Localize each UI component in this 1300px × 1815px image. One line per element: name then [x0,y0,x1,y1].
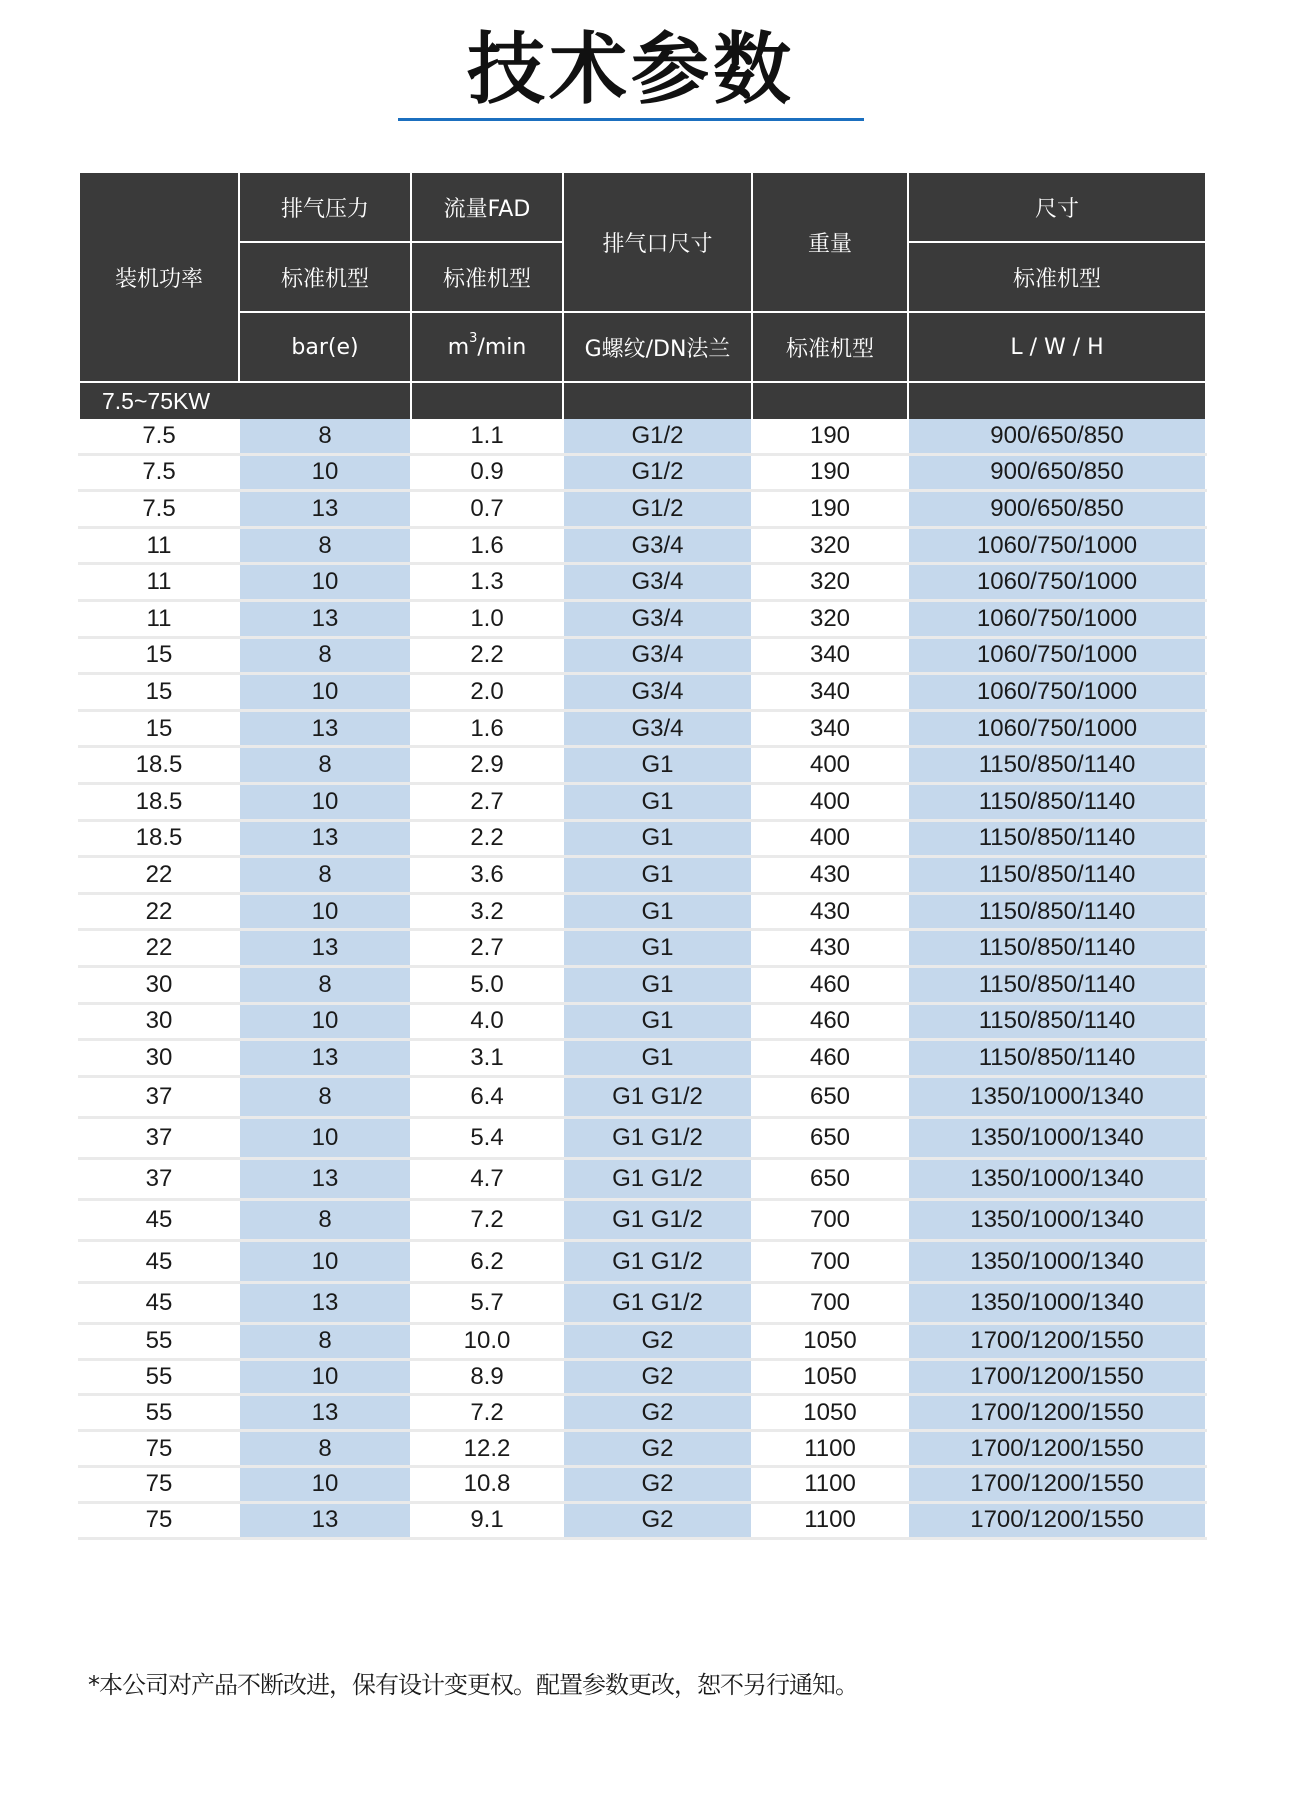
table-row [79,1076,1206,1117]
cell-flow: 1.1 [411,419,563,454]
cell-dimension: 1150/850/1140 [908,820,1206,857]
cell-weight: 1050 [752,1323,908,1359]
cell-pressure: 8 [239,1431,411,1467]
table-row [79,674,1206,711]
header-dimension-standard: 标准机型 [908,242,1206,312]
cell-weight: 460 [752,1040,908,1077]
header-outlet: 排气口尺寸 [563,172,752,312]
cell-weight: 320 [752,564,908,601]
cell-power: 22 [79,857,239,894]
group-cell [411,382,563,419]
cell-pressure: 10 [239,674,411,711]
cell-power: 37 [79,1076,239,1117]
cell-dimension: 1700/1200/1550 [908,1359,1206,1395]
table-row [79,1323,1206,1359]
cell-dimension: 1700/1200/1550 [908,1395,1206,1431]
table-row [79,1200,1206,1241]
flow-unit-base: m [447,334,470,360]
cell-weight: 1100 [752,1502,908,1538]
cell-power: 37 [79,1159,239,1200]
cell-weight: 1050 [752,1359,908,1395]
table-row [79,1241,1206,1282]
cell-power: 15 [79,674,239,711]
cell-flow: 6.2 [411,1241,563,1282]
group-cell [563,382,752,419]
cell-flow: 8.9 [411,1359,563,1395]
cell-flow: 1.3 [411,564,563,601]
cell-pressure: 10 [239,1117,411,1158]
cell-flow: 9.1 [411,1502,563,1538]
cell-pressure: 13 [239,710,411,747]
cell-power: 11 [79,564,239,601]
table-row [79,1502,1206,1538]
table-row [79,454,1206,491]
cell-outlet: G3/4 [563,527,752,564]
table-row [79,783,1206,820]
cell-dimension: 1350/1000/1340 [908,1076,1206,1117]
flow-unit-superscript: 3 [469,331,478,347]
header-flow-standard: 标准机型 [411,242,563,312]
cell-pressure: 10 [239,454,411,491]
cell-outlet: G3/4 [563,600,752,637]
cell-weight: 430 [752,893,908,930]
table-row [79,820,1206,857]
cell-outlet: G1/2 [563,419,752,454]
cell-power: 22 [79,893,239,930]
cell-pressure: 13 [239,1282,411,1323]
cell-dimension: 1700/1200/1550 [908,1431,1206,1467]
cell-flow: 10.0 [411,1323,563,1359]
cell-flow: 2.2 [411,637,563,674]
cell-pressure: 8 [239,1076,411,1117]
cell-flow: 1.6 [411,710,563,747]
group-cell [752,382,908,419]
cell-power: 7.5 [79,454,239,491]
cell-pressure: 10 [239,893,411,930]
cell-power: 45 [79,1282,239,1323]
cell-flow: 7.2 [411,1200,563,1241]
header-power: 装机功率 [79,172,239,382]
table-row [79,893,1206,930]
table-row [79,564,1206,601]
cell-pressure: 8 [239,1323,411,1359]
cell-pressure: 13 [239,600,411,637]
cell-flow: 2.9 [411,747,563,784]
cell-power: 45 [79,1241,239,1282]
cell-weight: 1100 [752,1467,908,1503]
spec-table [78,171,1207,1540]
cell-outlet: G2 [563,1502,752,1538]
cell-pressure: 8 [239,1200,411,1241]
cell-flow: 2.0 [411,674,563,711]
header-weight-unit: 标准机型 [752,312,908,382]
table-row [79,1282,1206,1323]
header-pressure-unit: bar(e) [239,312,411,382]
cell-dimension: 1350/1000/1340 [908,1200,1206,1241]
cell-outlet: G2 [563,1359,752,1395]
cell-pressure: 13 [239,1159,411,1200]
cell-outlet: G1 G1/2 [563,1200,752,1241]
cell-flow: 2.7 [411,783,563,820]
cell-weight: 700 [752,1241,908,1282]
cell-power: 18.5 [79,783,239,820]
cell-dimension: 900/650/850 [908,491,1206,528]
header-flow: 流量FAD [411,172,563,242]
cell-flow: 3.1 [411,1040,563,1077]
cell-dimension: 1350/1000/1340 [908,1117,1206,1158]
cell-weight: 190 [752,419,908,454]
table-row [79,1117,1206,1158]
table-row [79,1395,1206,1431]
table-row [79,491,1206,528]
cell-power: 30 [79,1040,239,1077]
cell-flow: 10.8 [411,1467,563,1503]
title-underline [398,118,864,121]
cell-outlet: G2 [563,1323,752,1359]
cell-pressure: 13 [239,491,411,528]
cell-dimension: 1150/850/1140 [908,747,1206,784]
cell-weight: 430 [752,857,908,894]
cell-outlet: G3/4 [563,674,752,711]
cell-weight: 700 [752,1282,908,1323]
cell-power: 18.5 [79,820,239,857]
cell-power: 55 [79,1323,239,1359]
cell-outlet: G1 [563,966,752,1003]
cell-pressure: 13 [239,930,411,967]
cell-weight: 320 [752,527,908,564]
cell-flow: 5.4 [411,1117,563,1158]
cell-power: 37 [79,1117,239,1158]
cell-outlet: G1 [563,930,752,967]
cell-pressure: 10 [239,783,411,820]
table-row [79,527,1206,564]
cell-weight: 320 [752,600,908,637]
cell-outlet: G1 G1/2 [563,1241,752,1282]
cell-flow: 5.0 [411,966,563,1003]
cell-power: 15 [79,710,239,747]
cell-power: 18.5 [79,747,239,784]
cell-outlet: G3/4 [563,710,752,747]
cell-pressure: 13 [239,1502,411,1538]
cell-outlet: G1/2 [563,491,752,528]
cell-flow: 2.2 [411,820,563,857]
cell-pressure: 8 [239,527,411,564]
table-row [79,747,1206,784]
table-body [79,419,1206,1538]
header-dimension-unit: L / W / H [908,312,1206,382]
table-row [79,1359,1206,1395]
cell-outlet: G1 G1/2 [563,1159,752,1200]
cell-flow: 1.6 [411,527,563,564]
table-row [79,1159,1206,1200]
table-row [79,930,1206,967]
cell-weight: 460 [752,966,908,1003]
cell-flow: 6.4 [411,1076,563,1117]
cell-dimension: 1150/850/1140 [908,857,1206,894]
cell-flow: 0.7 [411,491,563,528]
cell-outlet: G1 G1/2 [563,1076,752,1117]
table-row [79,1003,1206,1040]
header-flow-unit [411,312,563,382]
cell-power: 55 [79,1359,239,1395]
cell-weight: 700 [752,1200,908,1241]
table-row [79,857,1206,894]
cell-flow: 7.2 [411,1395,563,1431]
cell-outlet: G2 [563,1467,752,1503]
cell-pressure: 13 [239,1040,411,1077]
cell-weight: 1100 [752,1431,908,1467]
flow-unit-tail: /min [477,334,527,360]
header-outlet-unit: G螺纹/DN法兰 [563,312,752,382]
cell-outlet: G3/4 [563,637,752,674]
cell-weight: 650 [752,1076,908,1117]
cell-outlet: G1/2 [563,454,752,491]
group-row [79,382,1206,419]
cell-power: 55 [79,1395,239,1431]
cell-dimension: 1150/850/1140 [908,930,1206,967]
cell-outlet: G1 [563,857,752,894]
cell-power: 75 [79,1502,239,1538]
cell-dimension: 1700/1200/1550 [908,1467,1206,1503]
cell-flow: 2.7 [411,930,563,967]
cell-pressure: 8 [239,857,411,894]
cell-weight: 400 [752,747,908,784]
cell-pressure: 8 [239,419,411,454]
cell-dimension: 1150/850/1140 [908,783,1206,820]
table-row [79,637,1206,674]
cell-pressure: 8 [239,637,411,674]
cell-dimension: 1060/750/1000 [908,600,1206,637]
cell-power: 7.5 [79,491,239,528]
table-row [79,1467,1206,1503]
cell-outlet: G1 [563,893,752,930]
cell-flow: 0.9 [411,454,563,491]
cell-pressure: 10 [239,1241,411,1282]
header-weight: 重量 [752,172,908,312]
cell-outlet: G2 [563,1395,752,1431]
cell-weight: 1050 [752,1395,908,1431]
cell-outlet: G1 G1/2 [563,1117,752,1158]
cell-pressure: 10 [239,1003,411,1040]
cell-weight: 340 [752,637,908,674]
cell-dimension: 1350/1000/1340 [908,1282,1206,1323]
table-row [79,1040,1206,1077]
table-row [79,600,1206,637]
table-header [79,172,1206,382]
cell-power: 11 [79,600,239,637]
cell-outlet: G1 [563,783,752,820]
cell-weight: 460 [752,1003,908,1040]
cell-outlet: G3/4 [563,564,752,601]
cell-dimension: 1700/1200/1550 [908,1323,1206,1359]
header-dimension: 尺寸 [908,172,1206,242]
header-pressure-standard: 标准机型 [239,242,411,312]
cell-flow: 1.0 [411,600,563,637]
cell-dimension: 1350/1000/1340 [908,1159,1206,1200]
cell-weight: 190 [752,454,908,491]
cell-outlet: G2 [563,1431,752,1467]
cell-outlet: G1 [563,1040,752,1077]
cell-pressure: 8 [239,747,411,784]
cell-power: 30 [79,966,239,1003]
cell-dimension: 1150/850/1140 [908,893,1206,930]
table-row [79,1431,1206,1467]
page-title: 技术参数 [466,25,795,115]
cell-flow: 5.7 [411,1282,563,1323]
table-row [79,710,1206,747]
cell-weight: 190 [752,491,908,528]
cell-power: 22 [79,930,239,967]
cell-dimension: 900/650/850 [908,419,1206,454]
cell-flow: 12.2 [411,1431,563,1467]
group-cell [908,382,1206,419]
group-label: 7.5~75KW [79,382,411,419]
header-pressure: 排气压力 [239,172,411,242]
cell-outlet: G1 [563,1003,752,1040]
cell-flow: 3.6 [411,857,563,894]
cell-power: 15 [79,637,239,674]
table-row [79,966,1206,1003]
cell-dimension: 1700/1200/1550 [908,1502,1206,1538]
cell-dimension: 1150/850/1140 [908,966,1206,1003]
cell-pressure: 10 [239,1359,411,1395]
cell-flow: 3.2 [411,893,563,930]
table-row [79,419,1206,454]
cell-pressure: 13 [239,820,411,857]
cell-weight: 650 [752,1159,908,1200]
cell-dimension: 900/650/850 [908,454,1206,491]
disclaimer-note: *本公司对产品不断改进，保有设计变更权。配置参数更改，恕不另行通知。 [88,1671,858,1699]
cell-power: 75 [79,1467,239,1503]
cell-dimension: 1060/750/1000 [908,637,1206,674]
cell-flow: 4.0 [411,1003,563,1040]
cell-power: 11 [79,527,239,564]
cell-weight: 340 [752,674,908,711]
cell-dimension: 1060/750/1000 [908,527,1206,564]
cell-dimension: 1150/850/1140 [908,1040,1206,1077]
cell-weight: 400 [752,820,908,857]
cell-weight: 430 [752,930,908,967]
cell-dimension: 1060/750/1000 [908,564,1206,601]
cell-pressure: 13 [239,1395,411,1431]
cell-pressure: 10 [239,1467,411,1503]
cell-outlet: G1 [563,820,752,857]
cell-dimension: 1350/1000/1340 [908,1241,1206,1282]
cell-pressure: 10 [239,564,411,601]
cell-flow: 4.7 [411,1159,563,1200]
cell-outlet: G1 G1/2 [563,1282,752,1323]
cell-outlet: G1 [563,747,752,784]
cell-weight: 400 [752,783,908,820]
cell-pressure: 8 [239,966,411,1003]
cell-power: 75 [79,1431,239,1467]
cell-weight: 340 [752,710,908,747]
cell-power: 7.5 [79,419,239,454]
cell-power: 30 [79,1003,239,1040]
cell-dimension: 1150/850/1140 [908,1003,1206,1040]
cell-weight: 650 [752,1117,908,1158]
cell-dimension: 1060/750/1000 [908,674,1206,711]
cell-dimension: 1060/750/1000 [908,710,1206,747]
cell-power: 45 [79,1200,239,1241]
